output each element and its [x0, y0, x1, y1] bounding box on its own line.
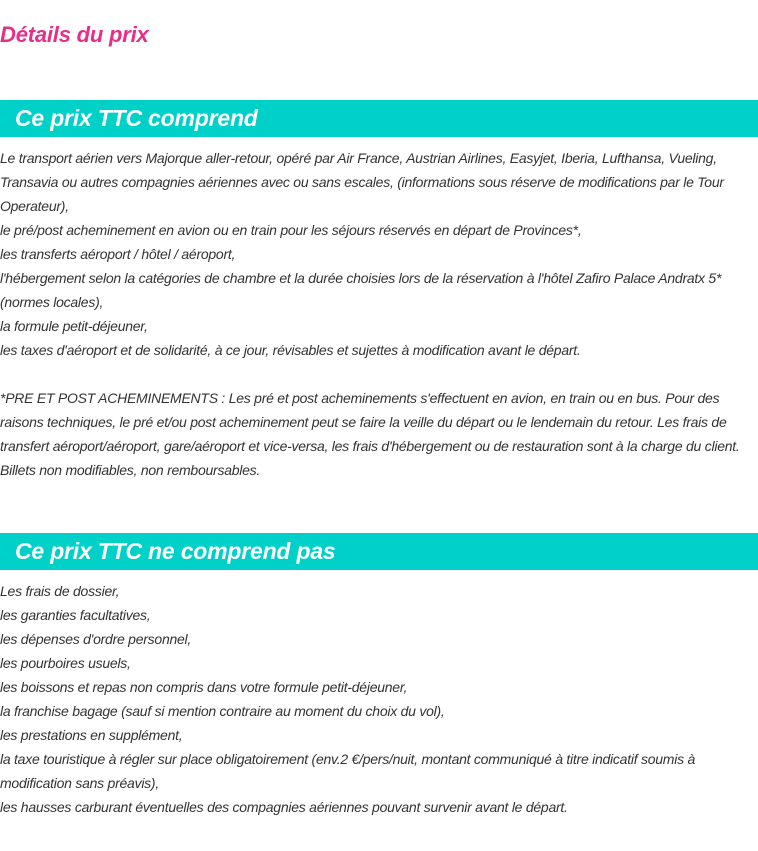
- excludes-heading: Ce prix TTC ne comprend pas: [15, 538, 336, 564]
- list-item: les dépenses d'ordre personnel,: [0, 631, 192, 647]
- list-item: la taxe touristique à régler sur place obligatoirement (env.2 €/pers/nuit, montant communiqué à titre indicatif soumis à modification sans préavis),: [0, 751, 695, 791]
- list-item: les taxes d'aéroport et de solidarité, à ce jour, révisables et sujettes à modification avant le départ.: [0, 342, 581, 358]
- list-item: les hausses carburant éventuelles des compagnies aériennes pouvant survenir avant le départ.: [0, 799, 568, 815]
- page-title: Détails du prix: [0, 22, 149, 47]
- excludes-section-header: [0, 533, 758, 570]
- list-item: les garanties facultatives,: [0, 607, 151, 623]
- list-item: les prestations en supplément,: [0, 727, 183, 743]
- excludes-list: [0, 579, 752, 819]
- list-item: le pré/post acheminement en avion ou en train pour les séjours réservés en départ de Provinces*,: [0, 222, 582, 238]
- list-item: Le transport aérien vers Majorque aller-retour, opéré par Air France, Austrian Airlines, Easyjet, Iberia, Lufthansa, Vueling, Transavia ou autres compagnies aériennes avec ou sans escales, (informations sous réserve de modifications par le Tour Operateur),: [0, 150, 724, 214]
- includes-heading: Ce prix TTC comprend: [15, 105, 258, 131]
- list-item: la franchise bagage (sauf si mention contraire au moment du choix du vol),: [0, 703, 445, 719]
- list-item: l'hébergement selon la catégories de chambre et la durée choisies lors de la réservation à l'hôtel Zafiro Palace Andratx 5* (normes locales),: [0, 270, 722, 310]
- list-item: les transferts aéroport / hôtel / aéroport,: [0, 246, 236, 262]
- includes-section-header: [0, 100, 758, 137]
- list-item: Les frais de dossier,: [0, 583, 120, 599]
- includes-list: [0, 146, 752, 362]
- acheminement-note: [0, 386, 752, 482]
- note-text: *PRE ET POST ACHEMINEMENTS : Les pré et post acheminements s'effectuent en avion, en train ou en bus. Pour des raisons techniques, le pré et/ou post acheminement peut se faire la veille du départ ou le lendemain du retour. Les frais de transfert aéroport/aéroport, gare/aéroport et vice-versa, les frais d'hébergement ou de restauration sont à la charge du client. Billets non modifiables, non remboursables.: [0, 390, 740, 478]
- list-item: les pourboires usuels,: [0, 655, 131, 671]
- list-item: la formule petit-déjeuner,: [0, 318, 148, 334]
- list-item: les boissons et repas non compris dans votre formule petit-déjeuner,: [0, 679, 408, 695]
